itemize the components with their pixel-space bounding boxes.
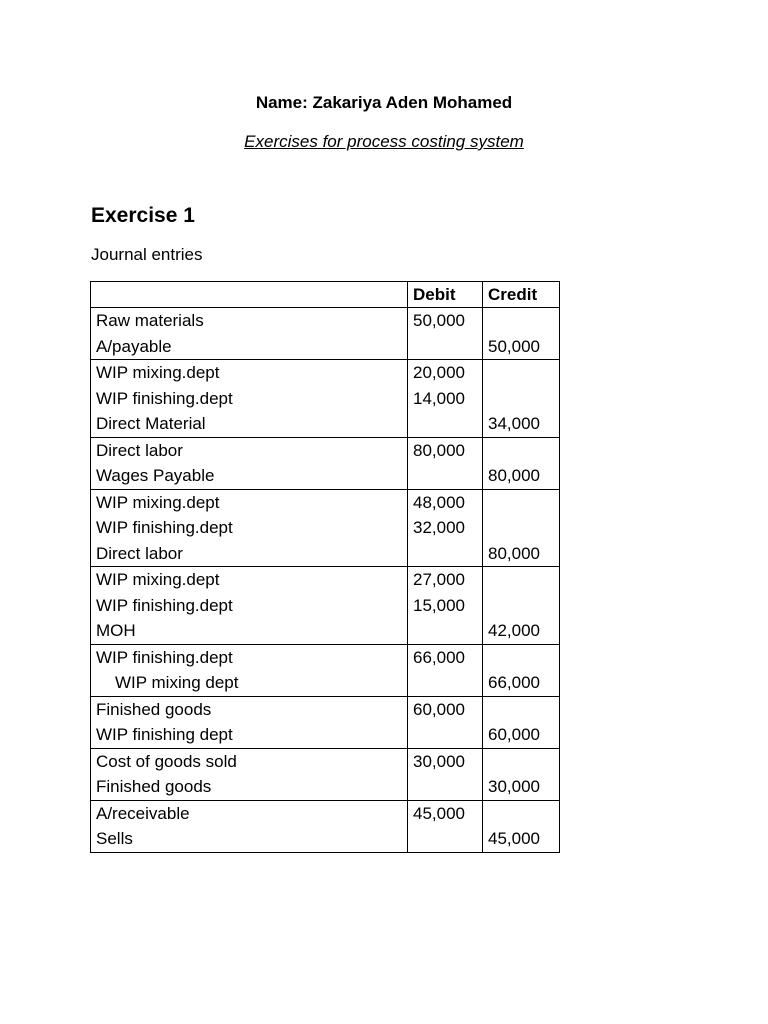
credit-amount: 30,000	[488, 777, 540, 796]
credit-amount	[488, 801, 554, 827]
credit-amount	[488, 308, 554, 334]
credit-amount: 60,000	[488, 725, 540, 744]
account-name: Direct labor	[96, 543, 183, 563]
account-cell	[91, 800, 408, 852]
debit-amount	[413, 411, 477, 437]
document-subtitle: Exercises for process costing system	[244, 132, 524, 151]
header-credit: Credit	[483, 282, 560, 308]
journal-intro: Journal entries	[91, 245, 203, 264]
credit-amount	[488, 567, 554, 593]
debit-cell	[408, 748, 483, 800]
debit-amount	[413, 618, 477, 644]
journal-entry-row	[91, 489, 560, 567]
account-name: WIP finishing.dept	[96, 388, 233, 408]
account-name: Cost of goods sold	[96, 751, 237, 771]
debit-cell	[408, 567, 483, 645]
credit-amount	[488, 645, 554, 671]
name-line: Name: Zakariya Aden Mohamed	[255, 93, 513, 112]
debit-amount: 48,000	[413, 492, 465, 512]
journal-entries-table	[90, 281, 560, 853]
header-debit: Debit	[408, 282, 483, 308]
table-header-row	[91, 282, 560, 308]
account-cell	[91, 696, 408, 748]
debit-amount: 66,000	[413, 647, 465, 667]
account-name: WIP mixing dept	[115, 673, 239, 692]
account-cell	[91, 437, 408, 489]
credit-amount	[488, 749, 554, 775]
header-account	[91, 282, 408, 308]
credit-amount	[488, 697, 554, 723]
debit-amount: 80,000	[413, 440, 465, 460]
credit-amount: 42,000	[488, 621, 540, 640]
debit-amount: 20,000	[413, 363, 465, 382]
account-name: WIP finishing.dept	[96, 518, 233, 537]
debit-cell	[408, 696, 483, 748]
credit-amount	[488, 386, 554, 412]
debit-amount: 30,000	[413, 751, 465, 771]
account-cell	[91, 360, 408, 438]
credit-amount	[488, 360, 554, 386]
exercise-heading: Exercise 1	[91, 204, 195, 227]
account-name: MOH	[96, 621, 136, 640]
journal-entry-row	[91, 696, 560, 748]
credit-cell	[483, 489, 560, 567]
debit-amount	[413, 541, 477, 567]
debit-amount: 15,000	[413, 595, 465, 615]
debit-cell	[408, 360, 483, 438]
account-name: Raw materials	[96, 311, 204, 330]
credit-cell	[483, 800, 560, 852]
journal-entry-row	[91, 800, 560, 852]
credit-cell	[483, 696, 560, 748]
account-cell	[91, 644, 408, 696]
debit-amount: 27,000	[413, 570, 465, 589]
debit-amount	[413, 670, 477, 696]
debit-cell	[408, 489, 483, 567]
account-name: WIP finishing.dept	[96, 595, 233, 615]
journal-entry-row	[91, 567, 560, 645]
credit-amount	[488, 515, 554, 541]
credit-cell	[483, 644, 560, 696]
debit-amount	[413, 722, 477, 748]
debit-amount	[413, 334, 477, 360]
debit-amount	[413, 463, 477, 489]
account-name: Direct Material	[96, 414, 206, 433]
debit-amount: 14,000	[413, 388, 465, 408]
journal-entry-row	[91, 644, 560, 696]
debit-amount: 45,000	[413, 803, 465, 823]
account-name: Sells	[96, 829, 133, 848]
debit-amount: 50,000	[413, 311, 465, 330]
credit-cell	[483, 308, 560, 360]
credit-cell	[483, 437, 560, 489]
account-name: Finished goods	[96, 699, 212, 719]
account-cell	[91, 567, 408, 645]
debit-amount	[413, 826, 477, 852]
account-name: WIP finishing.dept	[96, 647, 233, 667]
account-name: WIP finishing dept	[96, 725, 233, 744]
credit-amount	[488, 593, 554, 619]
account-name: WIP mixing.dept	[96, 363, 220, 382]
account-name: A/payable	[96, 336, 172, 356]
debit-amount	[413, 774, 477, 800]
credit-amount	[488, 438, 554, 464]
account-cell	[91, 748, 408, 800]
account-cell	[91, 308, 408, 360]
credit-amount: 34,000	[488, 414, 540, 433]
journal-entry-row	[91, 437, 560, 489]
account-name: WIP mixing.dept	[96, 570, 220, 589]
credit-cell	[483, 360, 560, 438]
debit-amount: 32,000	[413, 518, 465, 537]
account-name: Direct labor	[96, 440, 183, 460]
debit-cell	[408, 644, 483, 696]
account-name: WIP mixing.dept	[96, 492, 220, 512]
credit-amount: 80,000	[488, 543, 540, 563]
credit-amount: 45,000	[488, 829, 540, 848]
debit-cell	[408, 308, 483, 360]
account-cell	[91, 489, 408, 567]
account-name: A/receivable	[96, 803, 190, 823]
credit-cell	[483, 748, 560, 800]
credit-cell	[483, 567, 560, 645]
debit-amount: 60,000	[413, 699, 465, 719]
journal-entry-row	[91, 748, 560, 800]
credit-amount: 66,000	[488, 673, 540, 692]
journal-entry-row	[91, 360, 560, 438]
debit-cell	[408, 800, 483, 852]
credit-amount: 80,000	[488, 466, 540, 485]
account-name: Wages Payable	[96, 466, 215, 485]
account-name: Finished goods	[96, 777, 212, 796]
credit-amount: 50,000	[488, 336, 540, 356]
journal-entry-row	[91, 308, 560, 360]
journal-body	[91, 308, 560, 853]
credit-amount	[488, 490, 554, 516]
debit-cell	[408, 437, 483, 489]
